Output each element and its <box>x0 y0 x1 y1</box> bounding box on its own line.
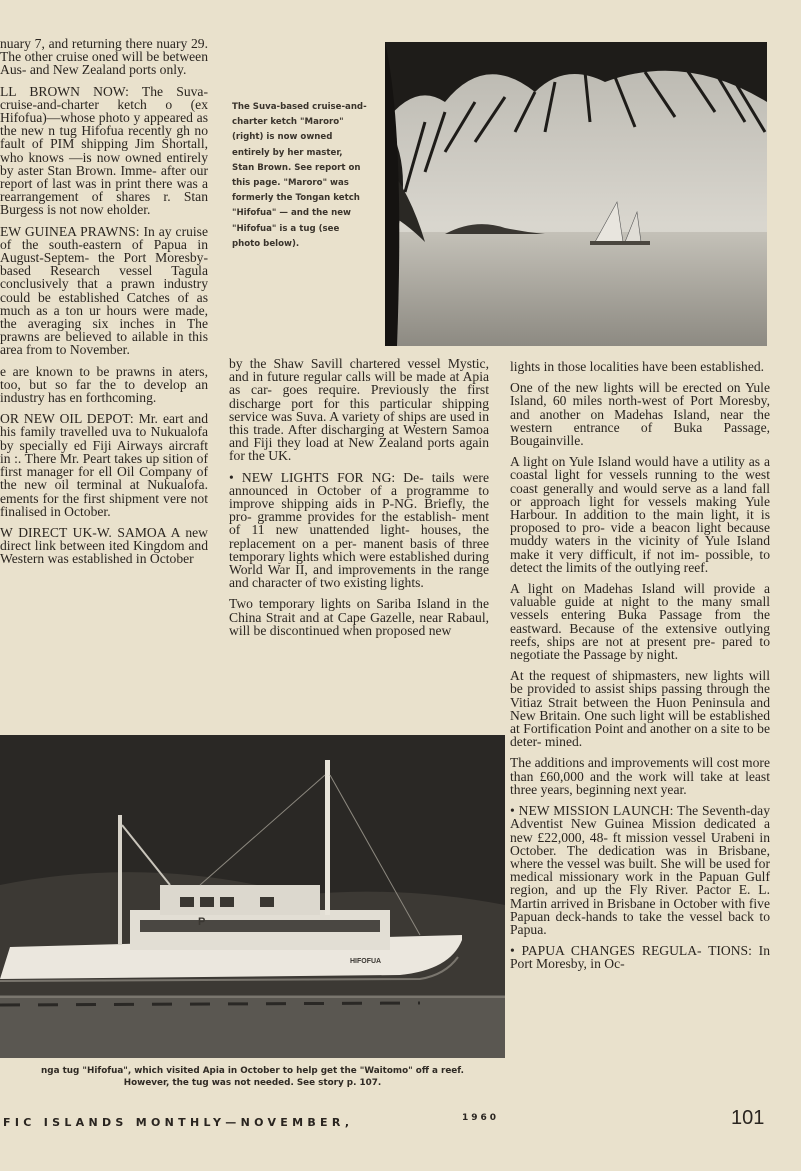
paragraph: LL BROWN NOW: The Suva- cruise-and-charter ketch o (ex Hifofua)—whose photo y appeared as the new n tug Hifofua recently gh no fault of PIM shipping Jim Shortall, who knows —is now owned entirely by aster Stan Brown. Imme- after our report of last was in print there was a rearrangement of shares r. Stan Burgess is not now eholder. <box>0 83 208 218</box>
paragraph: • PAPUA CHANGES REGULA- TIONS: In Port Moresby, in Oc- <box>510 943 770 972</box>
paragraph: OR NEW OIL DEPOT: Mr. eart and his family travelled uva to Nukualofa by specially ed Fiji Airways aircraft in :. There Mr. Peart takes up sition of first manager for ell Oil Company of the new oil terminal at Nukualofa. ements for the first shipment vere not finalised in October. <box>0 411 208 519</box>
page-footer <box>0 1107 801 1137</box>
paragraph: The additions and improvements will cost more than £60,000 and the work will take at least three years, beginning next year. <box>510 755 770 797</box>
article-column-1 <box>0 37 208 574</box>
masthead: FIC ISLANDS MONTHLY—NOVEMBER, <box>3 1116 354 1129</box>
paragraph: lights in those localities have been established. <box>510 359 765 374</box>
paragraph: • NEW LIGHTS FOR NG: De- tails were announced in October of a programme to improve shipping aids in P-NG. Briefly, the pro- gramme provides for the establish- ment of 11 new unattended light- houses, the replacement on a per- manent basis of three temporary lights which were established during World War II, and improvements in the range and character of two existing lights. <box>229 469 489 591</box>
ketch-photo-image <box>385 42 767 346</box>
article-column-2 <box>229 357 489 645</box>
paragraph: A light on Yule Island would have a utility as a coastal light for vessels running to the west coast generally and would serve as a land fall or approach light for vessels making Yule Harbour. In addition to the main light, it is proposed to pro- vide a beacon light because muddy waters in the vicinity of Yule Island make it very difficult, if not im- possible, to detect the limits of the outlying reef. <box>510 454 770 575</box>
tug-photo-image <box>0 735 505 1058</box>
paragraph: nuary 7, and returning there nuary 29. The other cruise oned will be between Aus- and New Zealand ports only. <box>0 36 208 78</box>
photo-tug-hifofua <box>0 735 505 1058</box>
page-number: 101 <box>731 1107 765 1129</box>
caption-line-1: nga tug "Hifofua", which visited Apia in October to help get the "Waitomo" off a reef. <box>41 1066 464 1076</box>
paragraph: • NEW MISSION LAUNCH: The Seventh-day Adventist New Guinea Mission dedicated a new £22,000, 48- ft mission vessel Urabeni in October. The dedication was in Brisbane, where the vessel was built. She will be used for medical missionary work in the Papuan Gulf region, and up the Fly River. Pactor E. L. Martin arrived in Brisbane in October with five Papuan deck-hands to take the vessel back to Papua. <box>510 803 770 937</box>
boat-hull-letter: P <box>198 916 206 928</box>
paragraph: W DIRECT UK-W. SAMOA A new direct link between ited Kingdom and Western was established in October <box>0 524 208 567</box>
boat-hull-name: HIFOFUA <box>350 958 382 965</box>
photo-caption-bottom <box>0 1066 505 1089</box>
paragraph: One of the new lights will be erected on Yule Island, 60 miles north-west of Port Moresby, and another on Madehas Island, near the western entrance of Buka Passage, Bougainville. <box>510 380 770 449</box>
paragraph: by the Shaw Savill chartered vessel Mystic, and in future regular calls will be made at Apia as car- goes require. Previously the first discharge port for this particular shipping service was Suva. A variety of ships are used in this trade. After discharging at Western Samoa and Fiji they load at New Zealand ports again for the UK. <box>229 356 489 464</box>
photo-ketch-maroro <box>385 42 767 346</box>
paragraph: At the request of shipmasters, new lights will be provided to assist ships passing through the Vitiaz Strait between the Huon Peninsula and New Britain. One such light will be established at Fortification Point and another on a site to be deter- mined. <box>510 668 770 750</box>
paragraph: Two temporary lights on Sariba Island in the China Strait and at Cape Gazelle, near Rabaul, will be discontinued when proposed new <box>229 596 489 638</box>
caption-line-2: However, the tug was not needed. See story p. 107. <box>123 1077 382 1088</box>
paragraph: A light on Madehas Island will provide a valuable guide at night to the many small vessels entering Buka Passage from the eastward. Because of the extensive outlying reefs, ships are not at present pre- pared to negotiate the Passage by night. <box>510 581 770 663</box>
issue-year: 1960 <box>462 1113 500 1123</box>
paragraph: EW GUINEA PRAWNS: In ay cruise of the south-eastern of Papua in August-Septem- the Port Moresby-based Research vessel Tagula conclusively that a prawn industry could be established Catches of as much as a ton ur hours were made, the averaging six inches in The prawns are believed to ailable in this area from to November. <box>0 223 208 358</box>
photo-caption-top: The Suva-based cruise-and-charter ketch "Maroro" (right) is now owned entirely by her master, Stan Brown. See report on this page. "Maroro" was formerly the Tongan ketch "Hifofua" — and the new "Hifofua" is a tug (see photo below). <box>232 102 367 249</box>
article-column-3 <box>510 360 770 979</box>
paragraph: e are known to be prawns in aters, too, but so far the to develop an industry has en forthcoming. <box>0 363 208 406</box>
